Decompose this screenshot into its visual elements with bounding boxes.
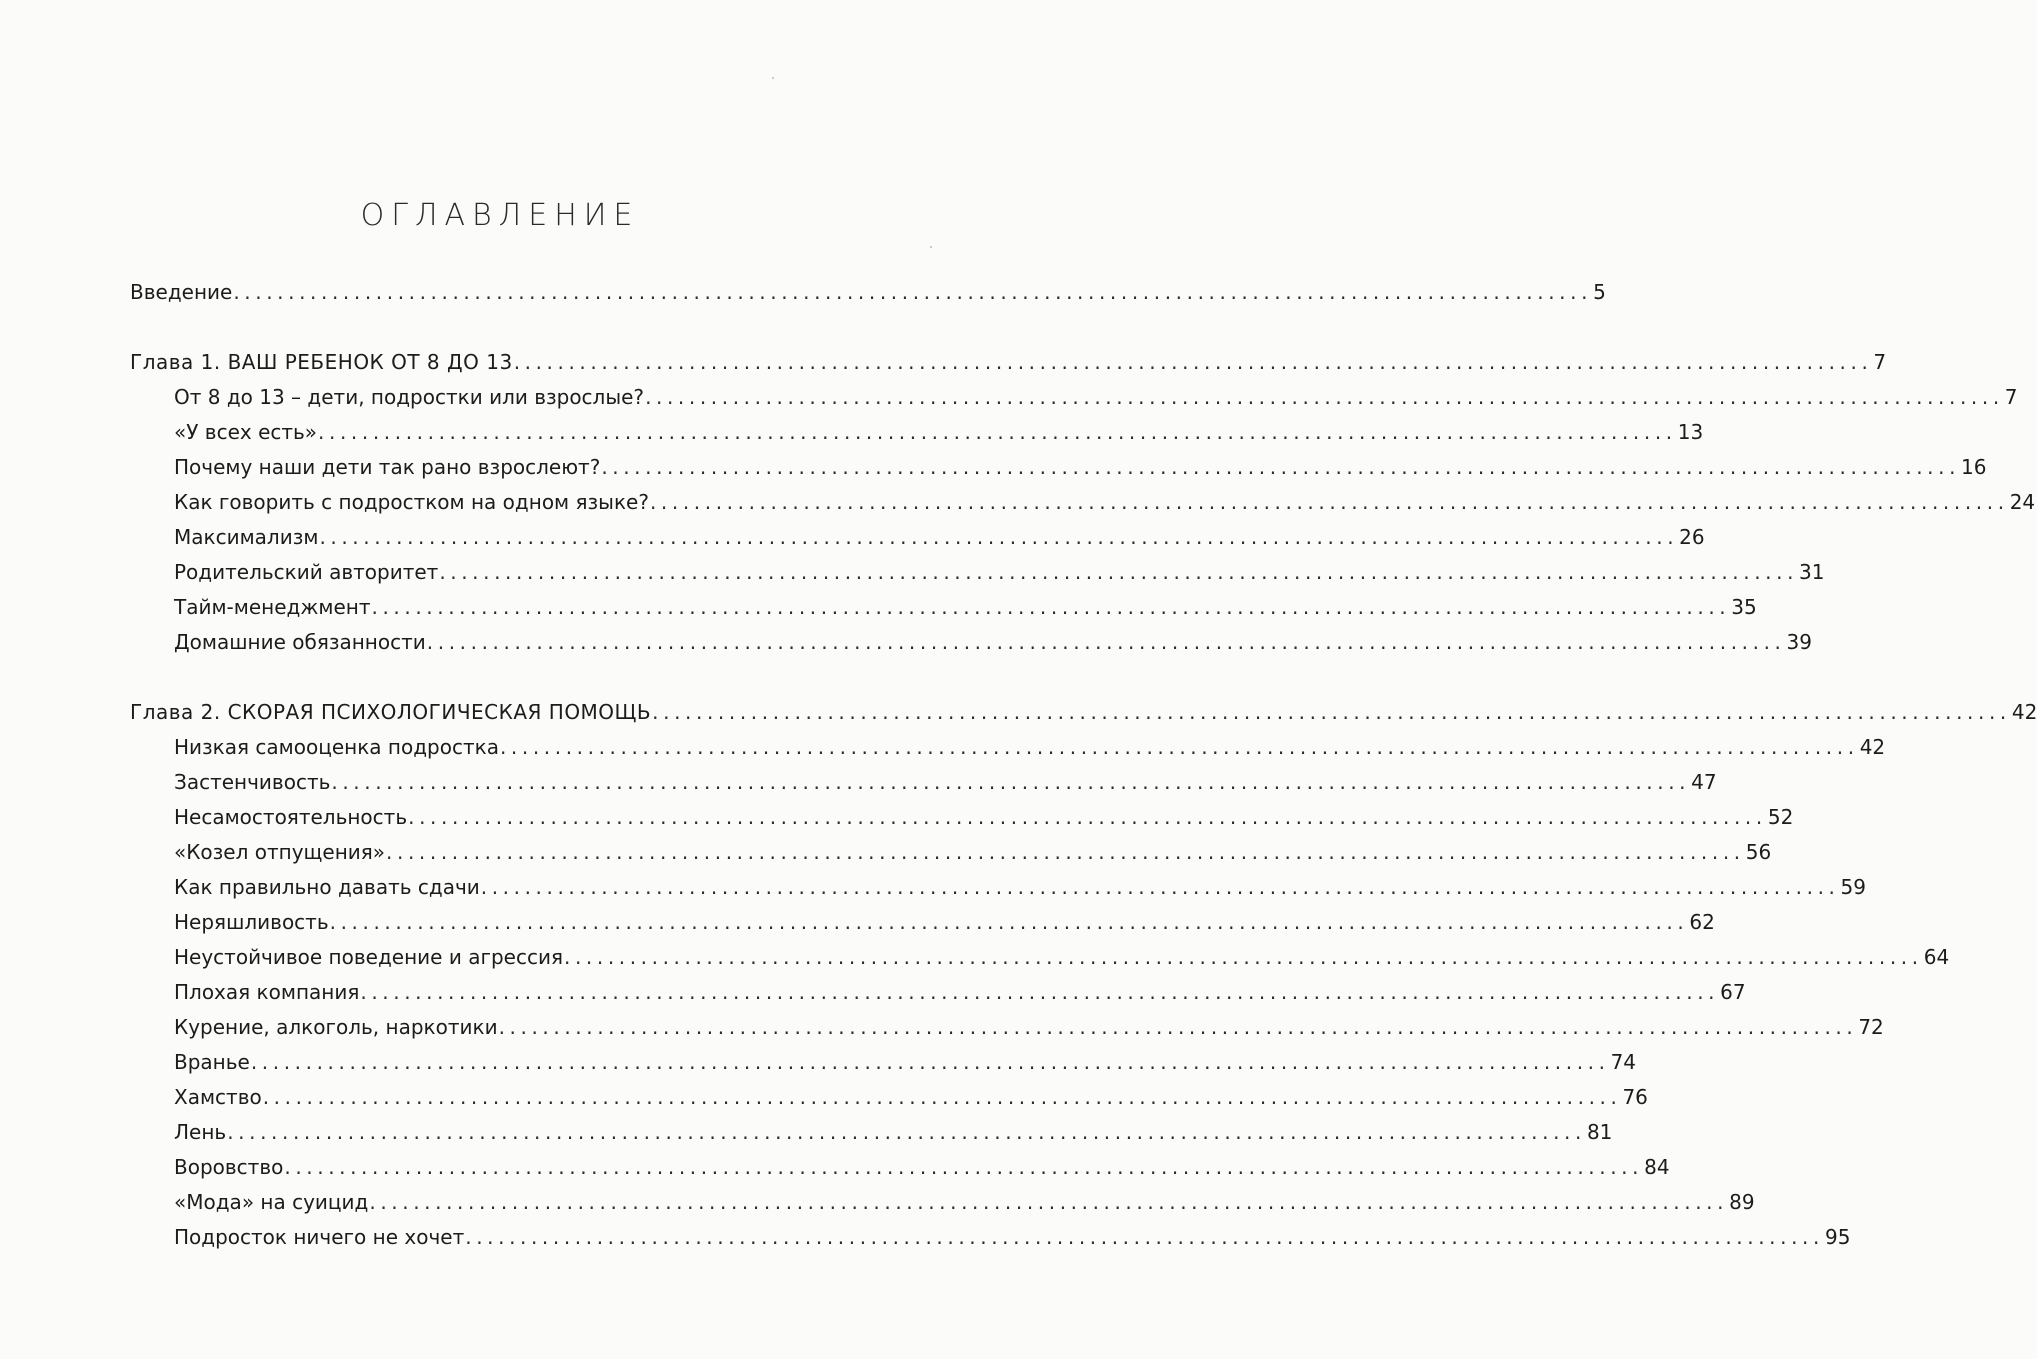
toc-entry-label: Подросток ничего не хочет (174, 1225, 465, 1249)
dot-leader: ............................................................................................................................ (465, 1225, 1824, 1249)
toc-entry-label: Лень (174, 1120, 227, 1144)
toc-entry-page: 24 (2009, 490, 2036, 514)
dot-leader: ............................................................................................................................ (319, 525, 1679, 549)
dot-leader: ............................................................................................................................ (262, 1085, 1622, 1109)
toc-entry (174, 1109, 1613, 1145)
dot-leader: ............................................................................................................................ (318, 420, 1677, 444)
toc-entry (174, 619, 1812, 655)
dot-leader: ............................................................................................................................ (439, 560, 1799, 584)
toc-entry-label: Как говорить с подростком на одном языке? (174, 490, 649, 514)
toc-entry-page: 13 (1677, 420, 1704, 444)
toc-entry-page: 81 (1586, 1120, 1613, 1144)
toc-entry-label: Застенчивость (174, 770, 331, 794)
toc-entry-label: От 8 до 13 – дети, подростки или взрослые? (174, 385, 645, 409)
toc-entry-label: Вранье (174, 1050, 250, 1074)
toc-entry (174, 934, 1950, 970)
chapter-title: Глава 1. ВАШ РЕБЕНОК ОТ 8 ДО 13 (130, 350, 513, 374)
toc-entry (174, 829, 1772, 865)
toc-entry-page: 31 (1799, 560, 1825, 584)
toc-entry (174, 549, 1825, 585)
toc-entry (174, 794, 1794, 830)
toc-entry (174, 1004, 1884, 1040)
toc-entry-label: Неустойчивое поведение и агрессия (174, 945, 563, 969)
dot-leader: ............................................................................................................................ (250, 1050, 1610, 1074)
chapter-page: 7 (1873, 350, 1887, 374)
dot-leader: ............................................................................................................................ (563, 945, 1923, 969)
toc-entry-page: 62 (1689, 910, 1715, 934)
toc-entry-label: Курение, алкоголь, наркотики (174, 1015, 498, 1039)
toc-entry-label: Родительский авторитет (174, 560, 439, 584)
toc-entry (174, 374, 2018, 410)
dot-leader: ............................................................................................................................ (408, 805, 1767, 829)
toc-entry-page: 7 (2004, 385, 2018, 409)
toc-entry-page: 95 (1824, 1225, 1851, 1249)
toc-entry-page: 5 (1593, 280, 1606, 304)
dot-leader: ............................................................................................................................ (360, 980, 1720, 1004)
paper-speck (772, 77, 774, 79)
toc-entry-label: Воровство (174, 1155, 284, 1179)
dot-leader: ............................................................................................................................ (601, 455, 1961, 479)
toc-entry-page: 74 (1610, 1050, 1637, 1074)
toc-entry-page: 76 (1622, 1085, 1648, 1109)
dot-leader: ............................................................................................................................ (498, 1015, 1858, 1039)
toc-entry (174, 1214, 1851, 1250)
dot-leader: ............................................................................................................................ (649, 490, 2009, 514)
toc-entry-label: Тайм-менеджмент (174, 595, 371, 619)
toc-entry-page: 26 (1679, 525, 1705, 549)
toc-entry-label: «Мода» на суицид (174, 1190, 369, 1214)
dot-leader: ............................................................................................................................ (329, 910, 1689, 934)
toc-entry-label: Неряшливость (174, 910, 329, 934)
chapter-title: Глава 2. СКОРАЯ ПСИХОЛОГИЧЕСКАЯ ПОМОЩЬ (130, 700, 652, 724)
page-title: ОГЛАВЛЕНИЕ (360, 198, 640, 233)
toc-entry (174, 1039, 1637, 1075)
toc-entry-page: 84 (1644, 1155, 1670, 1179)
toc-entry (174, 444, 1987, 480)
toc-entry (174, 969, 1746, 1005)
toc-entry-page: 42 (1859, 735, 1886, 759)
dot-leader: ............................................................................................................................ (386, 840, 1745, 864)
dot-leader: ............................................................................................................................ (652, 700, 2011, 724)
toc-entry (174, 409, 1704, 445)
toc-entry (174, 724, 1886, 760)
dot-leader: ............................................................................................................................ (284, 1155, 1644, 1179)
dot-leader: ............................................................................................................................ (227, 1120, 1586, 1144)
toc-entry-page: 35 (1731, 595, 1757, 619)
toc-entry (174, 1179, 1755, 1215)
toc-entry (174, 759, 1717, 795)
toc-entry-label: «Козел отпущения» (174, 840, 386, 864)
paper-speck (930, 246, 932, 248)
toc-entry-page: 52 (1767, 805, 1794, 829)
toc-entry (174, 584, 1757, 620)
dot-leader: ............................................................................................................................ (499, 735, 1859, 759)
toc-entry (174, 1144, 1670, 1180)
toc-entry-label: Как правильно давать сдачи (174, 875, 480, 899)
dot-leader: ............................................................................................................................ (233, 280, 1593, 304)
toc-entry-label: Хамство (174, 1085, 262, 1109)
toc-entry (174, 479, 2036, 515)
toc-entry-label: Несамостоятельность (174, 805, 408, 829)
toc-entry-label: Почему наши дети так рано взрослеют? (174, 455, 601, 479)
dot-leader: ............................................................................................................................ (513, 350, 1873, 374)
dot-leader: ............................................................................................................................ (480, 875, 1840, 899)
toc-entry-page: 56 (1745, 840, 1772, 864)
dot-leader: ............................................................................................................................ (426, 630, 1786, 654)
toc-entry-page: 89 (1729, 1190, 1755, 1214)
toc-entry-page: 64 (1923, 945, 1950, 969)
toc-entry-label: Введение (130, 280, 233, 304)
toc-entry-page: 72 (1858, 1015, 1884, 1039)
toc-entry (174, 1074, 1648, 1110)
dot-leader: ............................................................................................................................ (371, 595, 1731, 619)
toc-entry-label: Низкая самооценка подростка (174, 735, 499, 759)
dot-leader: ............................................................................................................................ (645, 385, 2004, 409)
chapter-page: 42 (2011, 700, 2037, 724)
toc-entry (174, 514, 1705, 550)
toc-entry-label: Домашние обязанности (174, 630, 426, 654)
toc-chapter-1 (130, 339, 1887, 375)
toc-entry-label: Плохая компания (174, 980, 360, 1004)
toc-entry-page: 47 (1691, 770, 1717, 794)
toc-entry-page: 16 (1961, 455, 1987, 479)
toc-entry-page: 59 (1840, 875, 1866, 899)
toc-chapter-2 (130, 689, 2037, 725)
toc-entry-label: «У всех есть» (174, 420, 318, 444)
toc-entry (174, 899, 1715, 935)
dot-leader: ............................................................................................................................ (369, 1190, 1729, 1214)
toc-entry (174, 864, 1866, 900)
dot-leader: ............................................................................................................................ (331, 770, 1691, 794)
toc-entry-intro (130, 269, 1606, 305)
toc-entry-label: Максимализм (174, 525, 319, 549)
toc-entry-page: 67 (1720, 980, 1746, 1004)
toc-entry-page: 39 (1786, 630, 1812, 654)
